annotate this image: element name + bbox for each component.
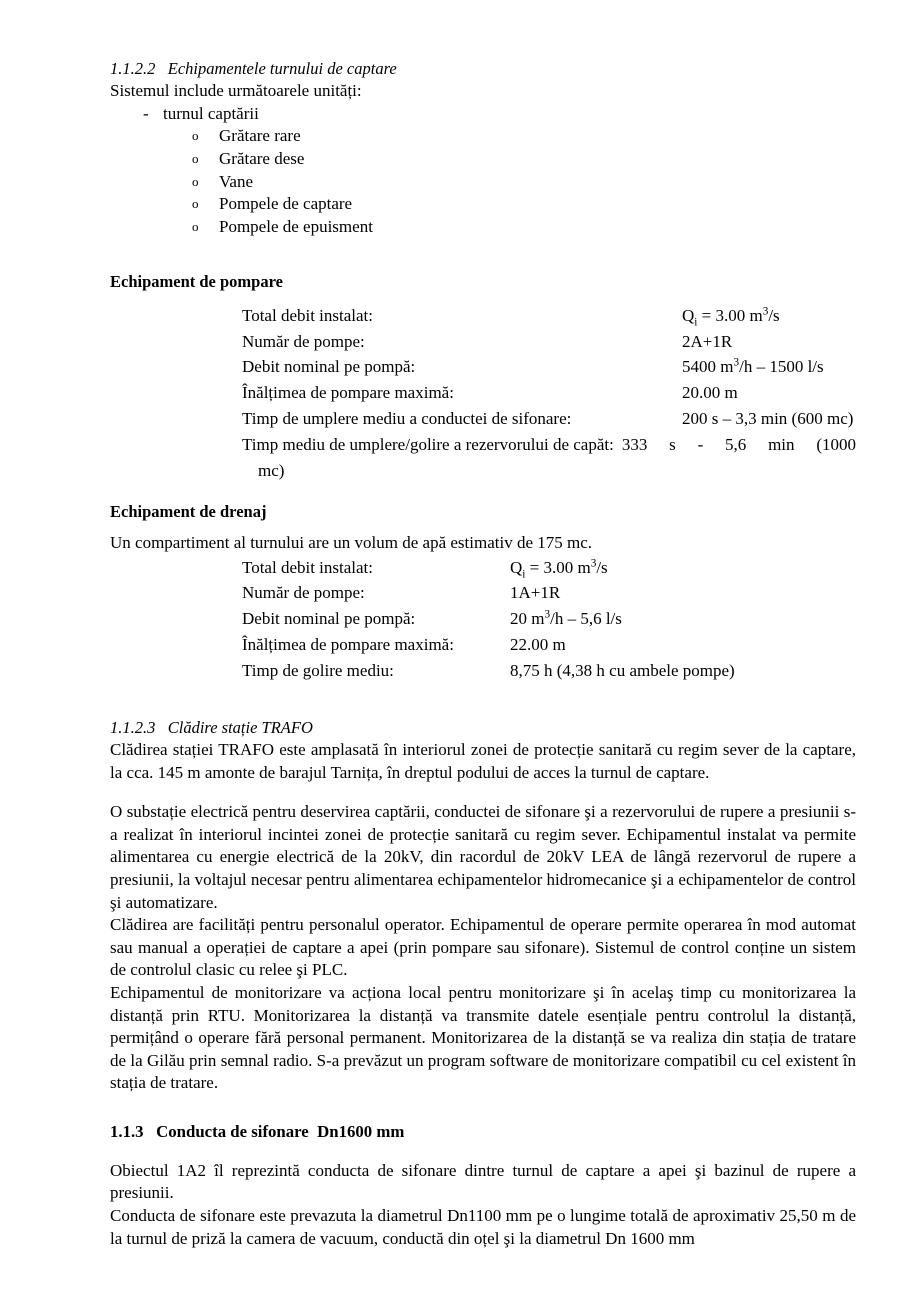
list-item <box>110 148 856 171</box>
spec-label: Debit nominal pe pompă: <box>242 357 416 377</box>
list-item <box>110 171 856 194</box>
list-item-label: Grătare rare <box>219 126 301 146</box>
circle-marker-icon: o <box>192 196 199 212</box>
list-item-label: Grătare dese <box>219 148 305 168</box>
table-row <box>242 555 735 581</box>
spec-value-continuation: mc) <box>258 460 285 480</box>
heading-1-1-3 <box>110 1121 856 1143</box>
spec-label: Număr de pompe: <box>242 583 365 603</box>
list-item-label: Pompele de epuisment <box>219 216 373 236</box>
spec-label: Total debit instalat: <box>242 305 374 325</box>
circle-marker-icon: o <box>192 150 199 166</box>
heading-1-1-3-title: Conducta de sifonare Dn1600 mm <box>156 1122 405 1142</box>
table-row <box>242 406 853 432</box>
paragraph-sifonare-1: Obiectul 1A2 îl reprezintă conducta de sifonare dintre turnul de captare a apei şi bazinul de rupere a presiunii. <box>110 1160 856 1203</box>
table-row <box>242 658 735 684</box>
paragraph-trafo-3: Clădirea are facilități pentru personalul operator. Echipamentul de operare permite operarea în mod automat sau manual a operației de captare a apei (prin pompare sau sifonare). Sistemul de control conține un sistem de controlul clasic cu relee şi PLC. <box>110 915 856 980</box>
spec-label: Debit nominal pe pompă: <box>242 609 416 629</box>
spec-value: $Q_i = 3.00$ $m^3/s$ <box>510 557 608 581</box>
spec-value: 333 s - 5,6 min (1000 <box>621 434 856 454</box>
pumping-wide-row <box>242 432 856 484</box>
page-content <box>110 58 856 1250</box>
heading-1-1-2-3 <box>110 717 856 738</box>
table-row <box>242 380 853 406</box>
spec-value: $Q_i = 3.00$ $m^3/s$ <box>682 305 780 329</box>
list-item <box>110 125 856 148</box>
list-item <box>110 193 856 216</box>
spec-value: 1A+1R <box>510 583 561 603</box>
heading-1-1-3-number: 1.1.3 <box>110 1122 144 1142</box>
heading-1-1-2-2 <box>110 58 856 79</box>
spec-label: Timp de umplere mediu a conductei de sifonare: <box>242 409 572 429</box>
circle-marker-icon: o <box>192 173 199 189</box>
spec-label: Înălțimea de pompare maximă: <box>242 383 454 403</box>
spec-value: 20 $m^3/h - 5,6$ l/s <box>510 608 622 629</box>
circle-marker-icon: o <box>192 218 199 234</box>
table-row <box>242 329 853 355</box>
spec-value: 200 s – 3,3 min (600 mc) <box>682 409 854 429</box>
spec-value: 2A+1R <box>682 331 733 351</box>
list-item-turnul <box>110 103 856 126</box>
paragraph-trafo-2: O substație electrică pentru deservirea captării, conductei de sifonare şi a rezervorului de rupere a presiunii s-a realizat în interiorul incintei zonei de protecție sanitară cu regim sever. Echipamentul instalat va permite alimentarea cu energie electrică de la 20kV, din racordul de 20kV LEA de lângă rezervorul de rupere a presiunii, la voltajul necesar pentru alimentarea echipamentelor hidromecanice şi a echipamentelor de control şi automatizare. <box>110 802 856 912</box>
table-row <box>242 354 853 380</box>
heading-1-1-2-3-title: Clădire stație TRAFO <box>167 717 313 737</box>
list-item-label: Vane <box>219 171 253 191</box>
heading-echipament-pompare: Echipament de pompare <box>110 272 283 292</box>
spec-label: Înălțimea de pompare maximă: <box>242 635 454 655</box>
table-row <box>242 632 735 658</box>
drainage-intro: Un compartiment al turnului are un volum de apă estimativ de 175 mc. <box>110 533 593 553</box>
spec-value: 5400 $m^3/h - 1500$ l/s <box>682 356 824 377</box>
list-item-turnul-label: turnul captării <box>163 103 259 123</box>
drainage-equipment-table <box>242 555 735 684</box>
spec-label: Număr de pompe: <box>242 331 365 351</box>
heading-1-1-2-2-title: Echipamentele turnului de captare <box>167 59 397 78</box>
spec-label: Timp de golire mediu: <box>242 660 394 680</box>
paragraph-trafo-4: Echipamentul de monitorizare va acționa local pentru monitorizare şi în acelaş timp cu monitorizarea la distanță prin RTU. Monitorizarea la distanță va transmite datele esențiale pentru controlul la distanță, permițând o operare fără personal permanent. Monitorizarea de la distanță se va realiza din stația de tratare de la Gilău prin semnal radio. S-a prevăzut un program software de monitorizare compatibil cu cel existent în stația de tratare. <box>110 983 856 1093</box>
pumping-equipment-table <box>242 303 853 432</box>
paragraph-sifonare-2: Conducta de sifonare este prevazuta la diametrul Dn1100 mm pe o lungime totală de aproximativ 25,50 m de la turnul de priză la camera de vacuum, conductă din oțel şi la diametrul Dn 1600 mm <box>110 1206 856 1248</box>
list-item <box>110 216 856 239</box>
heading-1-1-2-2-number: 1.1.2.2 <box>110 59 156 78</box>
heading-echipament-drenaj: Echipament de drenaj <box>110 501 267 521</box>
heading-1-1-2-3-number: 1.1.2.3 <box>110 717 156 737</box>
spec-label: Total debit instalat: <box>242 557 374 577</box>
list-item-label: Pompele de captare <box>219 194 353 214</box>
spec-value: 20.00 m <box>682 383 738 403</box>
dash-marker-icon: - <box>143 103 149 123</box>
spec-value: 22.00 m <box>510 635 566 655</box>
spec-label: Timp mediu de umplere/golire a rezervorului de capăt: <box>242 434 614 454</box>
intro-sistemul: Sistemul include următoarele unități: <box>110 81 362 101</box>
table-row <box>242 303 853 329</box>
circle-marker-icon: o <box>192 128 199 144</box>
paragraph-trafo-1: Clădirea stației TRAFO este amplasată în interiorul zonei de protecție sanitară cu regim sever de la captare, la cca. 145 m amonte de barajul Tarnița, în dreptul podului de acces la turnul de captare. <box>110 739 856 782</box>
table-row <box>242 606 735 632</box>
table-row <box>242 580 735 606</box>
spec-value: 8,75 h (4,38 h cu ambele pompe) <box>510 660 735 680</box>
